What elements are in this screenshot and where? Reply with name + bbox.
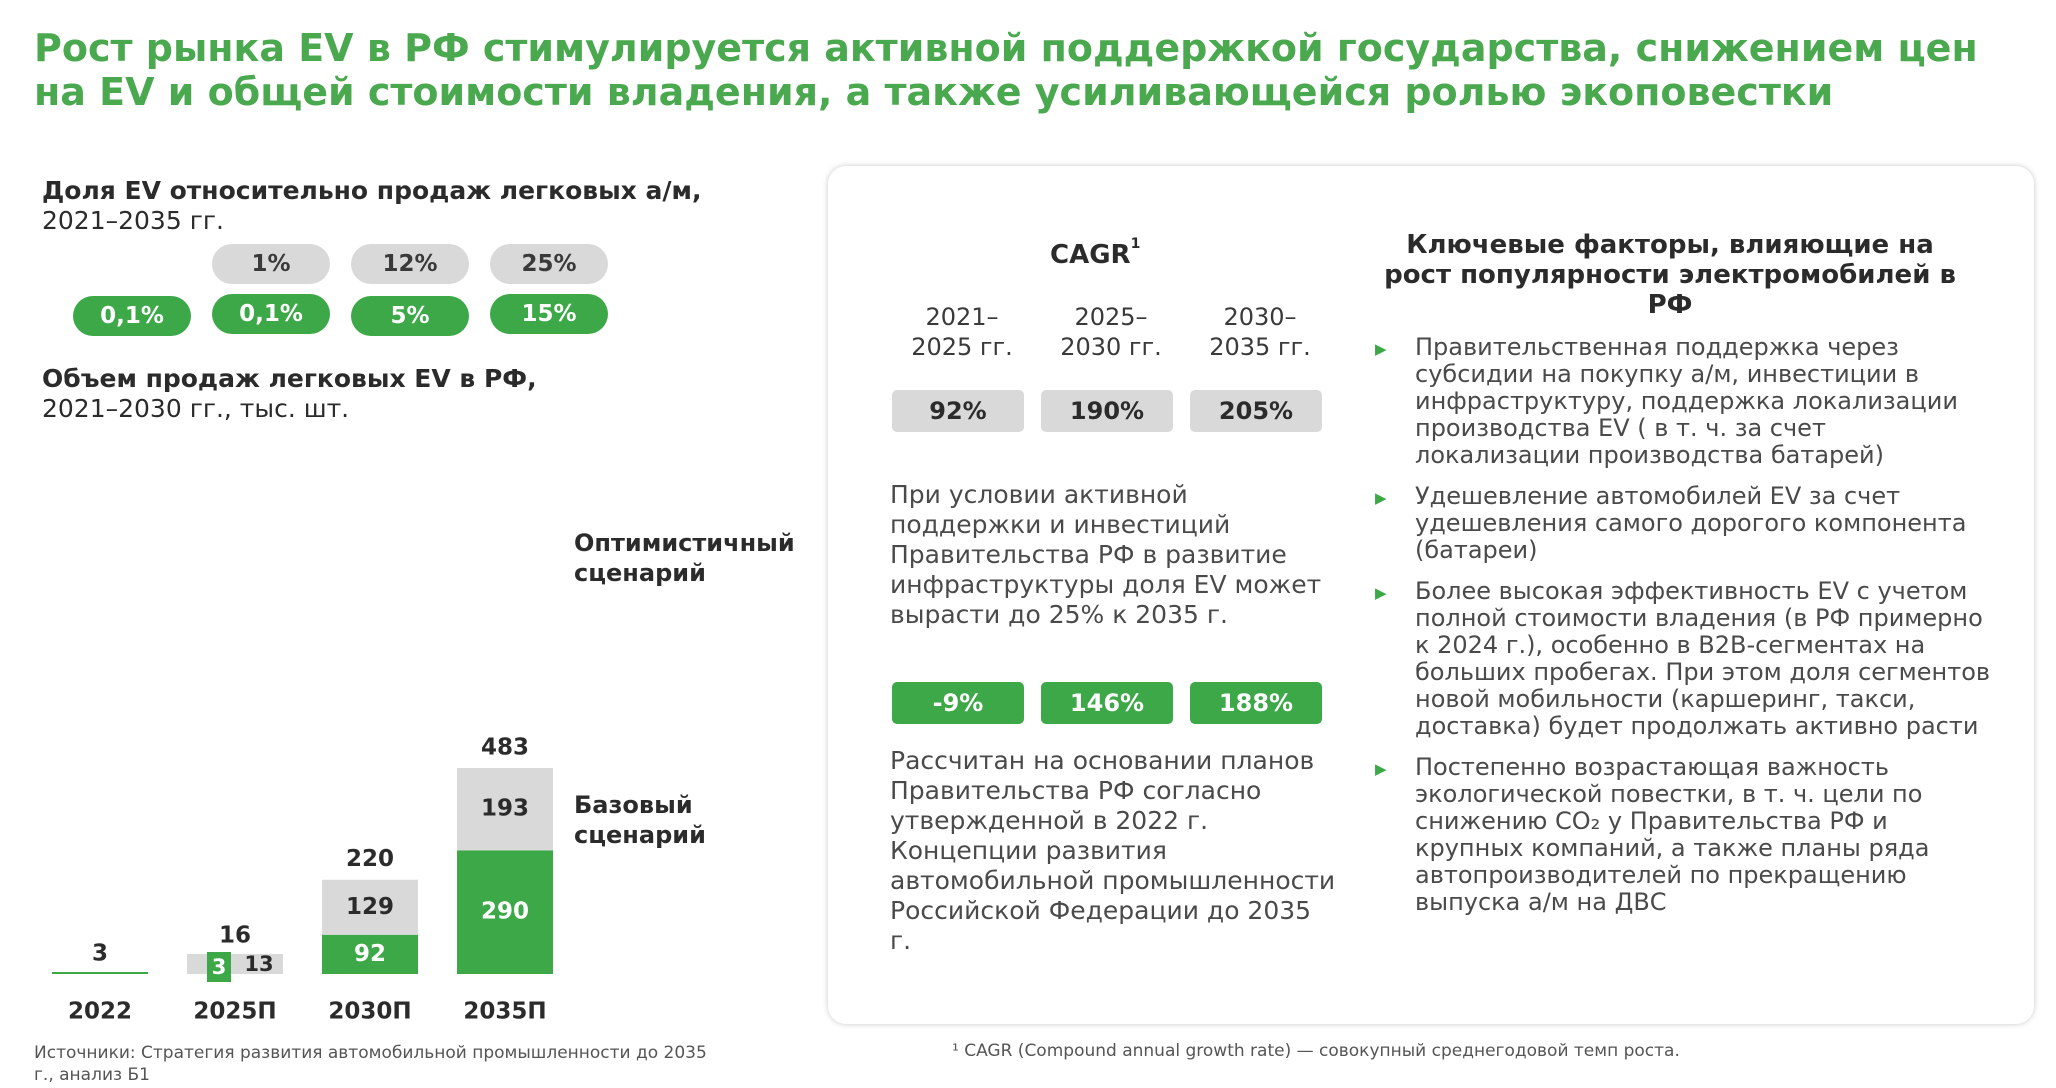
ev-sales-bar-chart [0, 400, 820, 1040]
share-base-pill: 0,1% [212, 294, 330, 334]
cagr-period-end: 2035 гг. [1209, 333, 1311, 361]
cagr-base-value: 188% [1190, 682, 1322, 724]
x-tick-label: 2035П [463, 998, 547, 1025]
volume-section-title: Объем продаж легковых EV в РФ, [42, 364, 537, 393]
triangle-bullet-icon: ▶ [1375, 340, 1387, 358]
cagr-period [892, 302, 1032, 362]
volume-section-subtitle: 2021–2030 гг., тыс. шт. [42, 394, 350, 423]
factor-text: Правительственная поддержка через субсидии на покупку а/м, инвестиции в инфраструктуру, поддержка локализации производства EV ( в т. ч. за счет локализации производства батарей) [1415, 333, 1958, 469]
bar-total-label: 3 [91, 940, 109, 967]
triangle-bullet-icon: ▶ [1375, 584, 1387, 602]
cagr-period [1041, 302, 1181, 362]
bar-optimistic-label: 129 [345, 893, 395, 920]
x-tick-label: 2022 [67, 998, 133, 1025]
cagr-period-start: 2021– [925, 303, 999, 331]
share-base-pill: 15% [490, 294, 608, 334]
cagr-footnote-mark: 1 [1130, 236, 1141, 252]
cagr-period-start: 2025– [1074, 303, 1148, 331]
share-base-pill: 5% [351, 296, 469, 336]
bar-total-label: 16 [218, 922, 252, 949]
share-base-pill: 0,1% [73, 296, 191, 336]
factor-item [1375, 578, 1995, 740]
optimistic-scenario-note: При условии активной поддержки и инвестиций Правительства РФ в развитие инфраструктуры доля EV может вырасти до 25% к 2035 г. [890, 480, 1322, 629]
factors-title: Ключевые факторы, влияющие на рост популярности электромобилей в РФ [1384, 230, 1956, 320]
bar-total-label: 483 [480, 734, 530, 761]
factor-text: Удешевление автомобилей EV за счет удешевления самого дорогого компонента (батареи) [1415, 482, 1967, 564]
cagr-base-value: -9% [892, 682, 1024, 724]
share-optimistic-pill: 1% [212, 244, 330, 284]
cagr-optimistic-value: 92% [892, 390, 1024, 432]
share-section-header [42, 176, 701, 236]
factors-list [1375, 334, 1995, 930]
share-optimistic-pill: 25% [490, 244, 608, 284]
x-tick-label: 2030П [328, 998, 412, 1025]
bar-total-label: 220 [345, 846, 395, 873]
optimistic-scenario-label: Оптимистичный сценарий [574, 529, 795, 587]
cagr-period [1190, 302, 1330, 362]
share-optimistic-pill: 12% [351, 244, 469, 284]
cagr-optimistic-value: 190% [1041, 390, 1173, 432]
bar-base [52, 972, 148, 974]
cagr-optimistic-value: 205% [1190, 390, 1322, 432]
triangle-bullet-icon: ▶ [1375, 489, 1387, 507]
cagr-period-end: 2025 гг. [911, 333, 1013, 361]
x-tick-label: 2025П [193, 998, 277, 1025]
factor-item [1375, 483, 1995, 564]
cagr-period-start: 2030– [1223, 303, 1297, 331]
factor-item [1375, 334, 1995, 469]
share-section-subtitle: 2021–2035 гг. [42, 206, 224, 235]
share-section-title: Доля EV относительно продаж легковых а/м, [42, 176, 702, 205]
bar-optimistic-label: 193 [480, 795, 530, 822]
bar-base-label: 3 [211, 955, 227, 979]
triangle-bullet-icon: ▶ [1375, 760, 1387, 778]
factor-item [1375, 754, 1995, 916]
bar-base-label: 290 [480, 898, 530, 925]
cagr-period-end: 2030 гг. [1060, 333, 1162, 361]
cagr-base-value: 146% [1041, 682, 1173, 724]
bar-base-label: 92 [353, 940, 387, 967]
base-scenario-label: Базовый сценарий [574, 791, 706, 849]
factor-text: Постепенно возрастающая важность экологической повестки, в т. ч. цели по снижению CO₂ у Правительства РФ и крупных компаний, а также планы ряда автопроизводителей по прекращению выпуска а/м на ДВС [1415, 753, 1930, 916]
cagr-title [1050, 236, 1141, 270]
base-scenario-note: Рассчитан на основании планов Правительства РФ согласно утвержденной в 2022 г. Концепции развития автомобильной промышленности Российской Федерации до 2035 г. [890, 746, 1336, 955]
source-note: Источники: Стратегия развития автомобильной промышленности до 2035 г., анализ Б1 [34, 1043, 707, 1085]
bar-optimistic-label: 13 [244, 952, 274, 976]
page-title: Рост рынка EV в РФ стимулируется активной поддержкой государства, снижением цен на EV и общей стоимости владения, а также усиливающейся ролью экоповестки [34, 26, 1978, 114]
cagr-footnote: ¹ CAGR (Compound annual growth rate) — совокупный среднегодовой темп роста. [952, 1041, 1680, 1061]
cagr-title-text: CAGR [1050, 240, 1131, 270]
factor-text: Более высокая эффективность EV с учетом полной стоимости владения (в РФ примерно к 2024 г.), особенно в B2B-сегментах на больших пробегах. При этом доля сегментов новой мобильности (каршеринг, такси, доставка) будет продолжать активно расти [1415, 577, 1991, 740]
